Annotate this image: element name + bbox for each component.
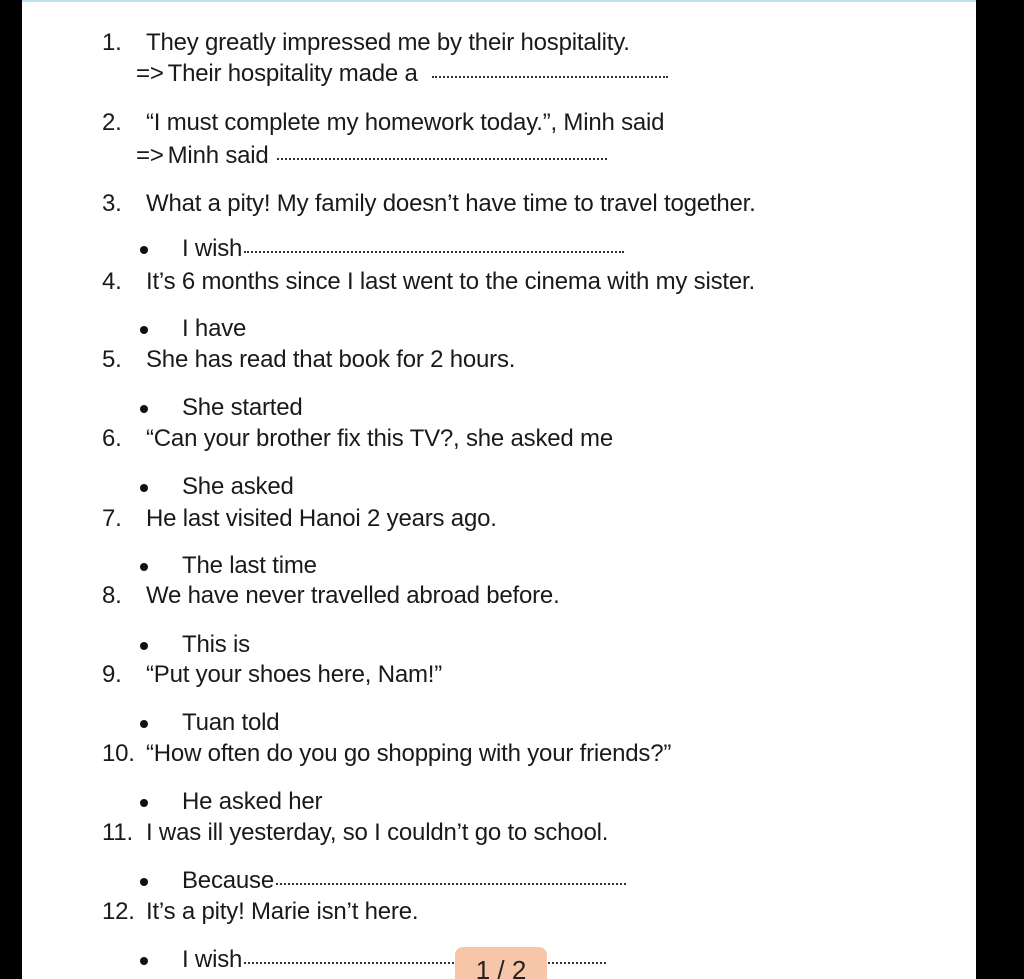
question-1 [102,29,630,57]
question-text: “How often do you go shopping with your friends?” [146,740,672,767]
question-number: 3. [102,190,122,217]
question-6 [102,425,613,453]
question-8 [102,582,560,610]
answer-prompt: He asked her [182,788,323,815]
question-text: I was ill yesterday, so I couldn’t go to school. [146,819,609,846]
question-number: 1. [102,29,122,56]
question-text: He last visited Hanoi 2 years ago. [146,505,497,532]
question-text: We have never travelled abroad before. [146,582,560,609]
question-number: 8. [102,582,122,609]
answer-line-9[interactable] [182,709,279,737]
answer-line-6[interactable] [182,473,294,501]
question-text: “I must complete my homework today.”, Minh said [146,109,665,136]
answer-prompt: This is [182,631,250,658]
bullet-icon [140,642,148,650]
answer-prompt: She started [182,394,303,421]
answer-blank[interactable] [277,158,607,160]
answer-prompt: Minh said [167,142,269,169]
question-number: 5. [102,346,122,373]
question-number: 12. [102,898,135,925]
bullet-icon [140,246,148,254]
question-number: 9. [102,661,122,688]
bullet-icon [140,878,148,886]
bullet-icon [140,484,148,492]
answer-line-10[interactable] [182,788,322,816]
question-12 [102,898,418,926]
bullet-icon [140,326,148,334]
answer-line-11[interactable] [182,867,626,895]
bullet-icon [140,405,148,413]
question-text: “Put your shoes here, Nam!” [146,661,443,688]
question-text: They greatly impressed me by their hospitality. [146,29,630,56]
answer-prompt: I wish [182,946,243,973]
question-number: 6. [102,425,122,452]
question-number: 7. [102,505,122,532]
answer-prompt: Tuan told [182,709,280,736]
answer-prompt: The last time [182,552,317,579]
question-10 [102,740,671,768]
question-11 [102,819,608,847]
answer-prompt: Because [182,867,274,894]
question-4 [102,268,755,296]
question-number: 4. [102,268,122,295]
question-text: She has read that book for 2 hours. [146,346,516,373]
answer-line-3[interactable] [182,235,624,263]
bullet-icon [140,563,148,571]
question-number: 10. [102,740,135,767]
answer-line-2[interactable] [136,142,607,170]
question-7 [102,505,497,533]
question-5 [102,346,515,374]
answer-line-7[interactable] [182,552,317,580]
bullet-icon [140,957,148,965]
question-3 [102,190,756,218]
answer-blank[interactable] [276,883,626,885]
worksheet-page[interactable] [22,0,976,979]
question-number: 11. [102,819,133,846]
answer-line-5[interactable] [182,394,303,422]
answer-blank[interactable] [244,962,606,964]
answer-line-1[interactable] [136,60,668,88]
question-text: “Can your brother fix this TV?, she asked me [146,425,613,452]
answer-prompt: I wish [182,235,243,262]
answer-blank[interactable] [432,76,668,78]
answer-prompt: I have [182,315,247,342]
question-number: 2. [102,109,122,136]
answer-prompt: Their hospitality made a [167,60,418,87]
answer-line-4[interactable] [182,315,246,343]
arrow-marker: => [136,142,164,169]
bullet-icon [140,799,148,807]
page-indicator: 1 / 2 [455,947,547,979]
question-2 [102,109,664,137]
arrow-marker: => [136,60,164,87]
question-text: It’s a pity! Marie isn’t here. [146,898,419,925]
answer-prompt: She asked [182,473,294,500]
left-margin [0,0,22,977]
question-text: What a pity! My family doesn’t have time to travel together. [146,190,756,217]
question-text: It’s 6 months since I last went to the cinema with my sister. [146,268,755,295]
answer-blank[interactable] [244,251,624,253]
question-9 [102,661,442,689]
bullet-icon [140,720,148,728]
answer-line-8[interactable] [182,631,250,659]
